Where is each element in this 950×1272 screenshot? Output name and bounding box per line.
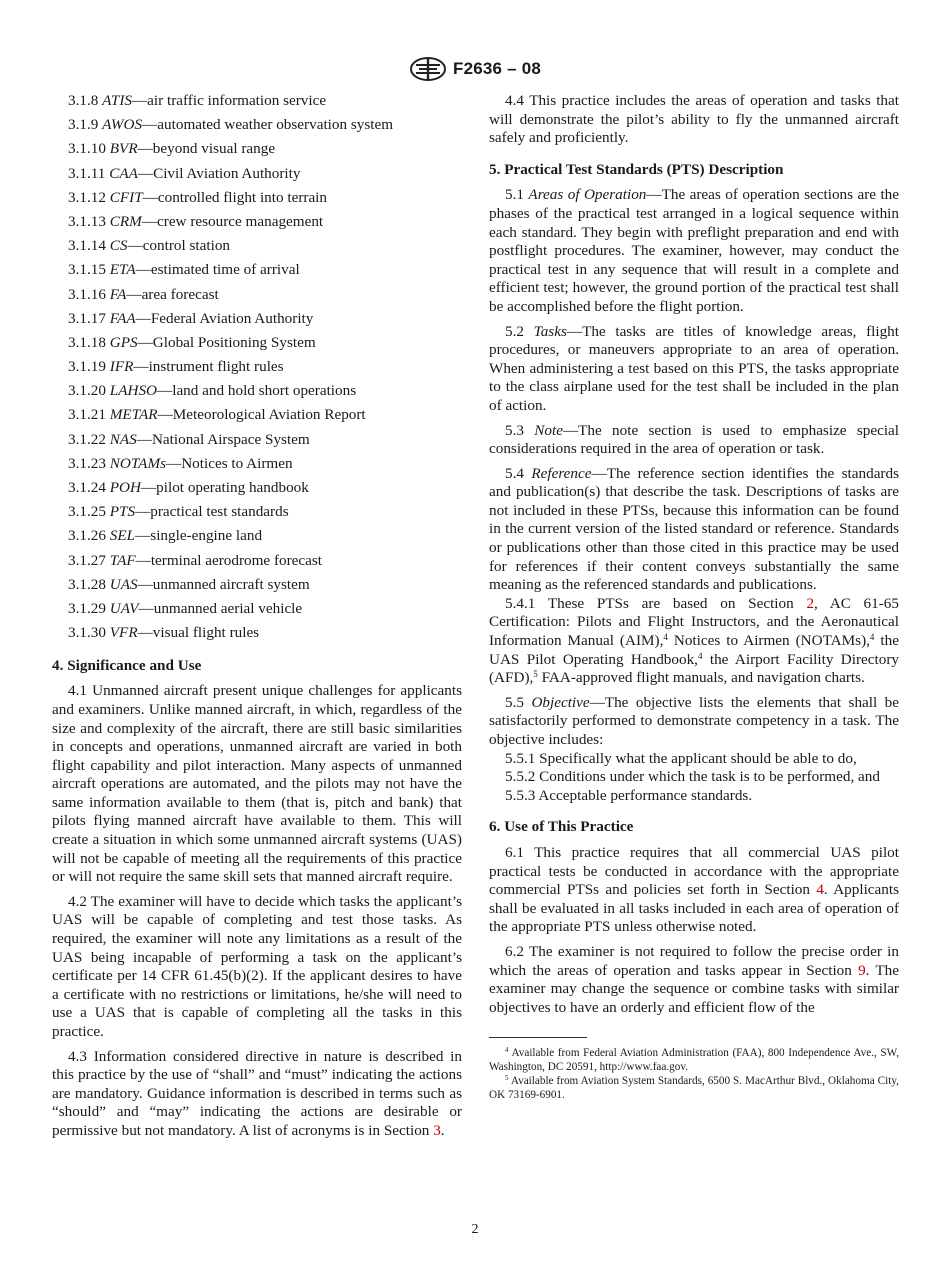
paragraph-5-4-1: 5.4.1 These PTSs are based on Section 2, AC 61-65 Certification: Pilots and Flight Instructors, and the Aeronautical Information Manual (AIM),$^4$ Notices to Airmen (NOTAMs),$^4$ the UAS Pilot Operating Handbook,$^4$ the Airport Facility Directory (AFD),$^5$ FAA-approved flight manuals, and navigation charts. <box>489 594 899 687</box>
definition-item <box>68 552 462 571</box>
definition-description: —visual flight rules <box>137 624 260 642</box>
definition-item <box>68 527 462 546</box>
section-5-heading: 5. Practical Test Standards (PTS) Description <box>489 160 784 178</box>
definition-term: LAHSO <box>109 382 158 400</box>
definition-term: BVR <box>109 140 138 158</box>
definition-description: —air traffic information service <box>131 92 327 109</box>
definition-number: 3.1.12 <box>68 188 106 206</box>
definition-number: 3.1.17 <box>68 309 106 327</box>
footnote-divider <box>489 1037 587 1038</box>
section-2-link[interactable]: 2 <box>806 594 815 612</box>
paragraph-5-4: 5.4 Reference—The reference section identifies the standards and publication(s) that describe the task. Descriptions of tasks are not included in these PTSs, because this information can be found in the current version of the listed standard or reference. Standards or publications other than those cited in this practice may be used for references if their content conveys substantially the same meaning as the referenced standards and publications. <box>489 464 899 594</box>
definition-number: 3.1.11 <box>68 164 106 182</box>
definition-number: 3.1.19 <box>68 358 106 376</box>
definition-item <box>68 406 462 425</box>
definition-term: CAA <box>109 164 138 182</box>
paragraph-5-3: 5.3 Note—The note section is used to emphasize special considerations required in the area of operation or task. <box>489 421 900 458</box>
definition-description: —Notices to Airmen <box>166 454 293 472</box>
definition-item <box>68 165 462 184</box>
definition-description: —crew resource management <box>141 212 324 230</box>
definition-term: UAS <box>109 575 138 593</box>
paragraph-5-2: 5.2 Tasks—The tasks are titles of knowledge areas, flight procedures, or maneuvers appropriate to an area of operation. When administering a test based on this PTS, the tasks appropriate to the class airplane used for the test shall be included in the plan of action. <box>489 322 899 414</box>
definition-item <box>68 600 462 619</box>
definition-term: UAV <box>109 599 139 617</box>
definition-description: —beyond visual range <box>137 140 276 158</box>
definition-number: 3.1.25 <box>68 503 106 521</box>
paragraph-4-2: 4.2 The examiner will have to decide which tasks the applicant’s UAS will be capable of completing and test those tasks. As required, the examiner will note any limitations as a result of the UAS being incapable of performing a task on the applicant’s certificate per 14 CFR 61.45(b)(2). If the applicant desires to have a certificate with no restrictions or limitations, he/she will need to use a UAS that is capable of completing all the tasks in this practice. <box>52 892 462 1040</box>
section-6-heading: 6. Use of This Practice <box>489 818 634 836</box>
definition-term: TAF <box>109 551 136 569</box>
definition-term: ATIS <box>102 92 132 109</box>
definition-description: —automated weather observation system <box>142 116 394 134</box>
definition-number: 3.1.30 <box>68 624 106 642</box>
definition-number: 3.1.26 <box>68 527 106 545</box>
definition-term: AWOS <box>102 116 143 134</box>
definition-term: METAR <box>109 406 158 424</box>
definition-item <box>68 310 462 329</box>
section-4-link[interactable]: 4 <box>816 881 824 899</box>
paragraph-4-1: 4.1 Unmanned aircraft present unique challenges for applicants and examiners. Unlike manned aircraft, in which, regardless of the size and complexity of the aircraft, there are still basic similarities in concepts and operations, unmanned aircraft are varied in both flight capability and pilot interaction. Many aspects of unmanned aircraft operations are automated, and the pilots may not have the same information available to them (that is, pitch and bank) that pilots flying manned aircraft have available to them. This will create a situation in which some unmanned aircraft systems (UAS) will not be capable of meeting all the requirements of this practice or will not require the same skill sets that manned aircraft require. <box>52 682 462 886</box>
paragraph-4-4: 4.4 This practice includes the areas of operation and tasks that will demonstrate the pilot’s ability to fly the unmanned aircraft safely and proficiently. <box>489 92 899 147</box>
definition-description: —pilot operating handbook <box>140 479 309 496</box>
definition-description: —practical test standards <box>135 503 289 521</box>
definition-item <box>68 455 462 474</box>
definition-term: CFIT <box>109 188 143 206</box>
paragraph-6-2: 6.2 The examiner is not required to follow the precise order in which the areas of operation and tasks appear in Section 9. The examiner may change the sequence or combine tasks with similar objectives to have an orderly and efficient flow of the <box>489 942 899 1016</box>
definition-number: 3.1.18 <box>68 333 106 351</box>
definition-number: 3.1.9 <box>68 116 99 134</box>
definition-description: —National Airspace System <box>136 430 310 448</box>
footnote-5: $^5$ Available from Aviation System Standards, 6500 S. MacArthur Blvd., Oklahoma City, OK 73169-6901. <box>489 1074 899 1102</box>
definition-item <box>68 189 462 208</box>
definition-description: —unmanned aircraft system <box>137 575 310 593</box>
definition-term: VFR <box>109 624 138 642</box>
definition-term: IFR <box>109 358 134 376</box>
standard-designation: F2636 – 08 <box>452 59 541 78</box>
definition-number: 3.1.23 <box>68 454 106 472</box>
astm-logo-icon <box>409 56 447 82</box>
definition-description: —Global Positioning System <box>137 333 316 351</box>
definition-term: CRM <box>109 212 142 230</box>
left-column <box>52 92 462 1147</box>
definition-description: —land and hold short operations <box>157 382 357 400</box>
definition-term: NAS <box>109 430 137 448</box>
definition-number: 3.1.14 <box>68 237 106 255</box>
definition-item <box>68 286 462 305</box>
definition-description: —instrument flight rules <box>133 358 284 376</box>
definition-term: FAA <box>109 309 136 327</box>
definition-description: —controlled flight into terrain <box>142 188 327 206</box>
definition-item <box>68 92 462 111</box>
section-3-link[interactable]: 3 <box>433 1121 441 1139</box>
definition-item <box>68 261 462 280</box>
definition-description: —estimated time of arrival <box>135 261 300 279</box>
section-4-heading: 4. Significance and Use <box>52 656 202 674</box>
paragraph-6-1: 6.1 This practice requires that all commercial UAS pilot practical tests be conducted in accordance with the appropriate commercial PTSs and policies set forth in Section 4. Applicants shall be evaluated in all tasks included in each area of operation of the appropriate PTS unless otherwise noted. <box>489 843 899 936</box>
definition-item <box>68 382 462 401</box>
page-header <box>0 56 950 82</box>
section-9-link[interactable]: 9 <box>858 961 866 979</box>
definition-number: 3.1.10 <box>68 140 106 158</box>
definition-description: —single-engine land <box>135 527 263 545</box>
paragraph-4-3: 4.3 Information considered directive in nature is described in this practice by the use of “shall” and “must” indicating the actions are mandatory. Guidance information is described in terms such as “should” and “may” indicating the actions are desirable or permissive but not mandatory. A list of acronyms is in Section 3. <box>52 1047 462 1139</box>
paragraph-5-5: 5.5 Objective—The objective lists the elements that shall be satisfactorily performed to demonstrate competency in a task. The objective includes: <box>489 693 899 748</box>
definition-description: —Civil Aviation Authority <box>137 164 301 182</box>
definition-term: POH <box>109 479 141 496</box>
definition-number: 3.1.28 <box>68 575 106 593</box>
definition-description: —terminal aerodrome forecast <box>135 551 323 569</box>
definition-item <box>68 479 462 498</box>
definition-number: 3.1.20 <box>68 382 106 400</box>
definition-description: —unmanned aerial vehicle <box>138 599 303 617</box>
definition-description: —control station <box>127 237 231 255</box>
definition-number: 3.1.21 <box>68 406 106 424</box>
paragraph-5-5-3: 5.5.3 Acceptable performance standards. <box>505 786 753 804</box>
definition-number: 3.1.22 <box>68 430 106 448</box>
definition-description: —Meteorological Aviation Report <box>157 406 366 424</box>
definition-item <box>68 140 462 159</box>
definition-term: GPS <box>109 333 138 351</box>
definition-item <box>68 431 462 450</box>
definition-number: 3.1.15 <box>68 261 106 279</box>
definition-item <box>68 334 462 353</box>
definition-item <box>68 213 462 232</box>
definition-number: 3.1.29 <box>68 599 106 617</box>
definition-item <box>68 624 462 643</box>
definition-number: 3.1.16 <box>68 285 106 303</box>
definitions-list <box>52 92 462 643</box>
definition-item <box>68 503 462 522</box>
definition-number: 3.1.27 <box>68 551 106 569</box>
definition-item <box>68 358 462 377</box>
definition-number: 3.1.24 <box>68 479 106 496</box>
right-column <box>489 92 899 1102</box>
definition-term: NOTAMs <box>109 454 167 472</box>
paragraph-5-1: 5.1 Areas of Operation—The areas of operation sections are the phases of the practical test arranged in a logical sequence within each standard. They begin with preflight preparation and end with postflight procedures. The examiner, however, may conduct the practical test in any sequence that will result in a complete and efficient test; however, the ground portion of the practical test shall be accomplished before the flight portion. <box>489 186 899 315</box>
definition-term: SEL <box>109 527 136 545</box>
definition-term: CS <box>109 237 128 255</box>
paragraph-5-5-1: 5.5.1 Specifically what the applicant should be able to do, <box>505 749 857 767</box>
definition-number: 3.1.13 <box>68 212 106 230</box>
definition-term: FA <box>109 285 127 303</box>
page-number: 2 <box>471 1222 479 1237</box>
definition-description: —Federal Aviation Authority <box>135 309 314 327</box>
definition-item <box>68 116 462 135</box>
definition-term: ETA <box>109 261 136 279</box>
definition-number: 3.1.8 <box>68 92 99 109</box>
definition-term: PTS <box>109 503 136 521</box>
definition-item <box>68 576 462 595</box>
definition-item <box>68 237 462 256</box>
paragraph-5-5-2: 5.5.2 Conditions under which the task is to be performed, and <box>505 768 880 786</box>
definition-description: —area forecast <box>126 285 219 303</box>
footnote-4: $^4$ Available from Federal Aviation Administration (FAA), 800 Independence Ave., SW, Washington, DC 20591, http://www.faa.gov. <box>489 1046 899 1074</box>
